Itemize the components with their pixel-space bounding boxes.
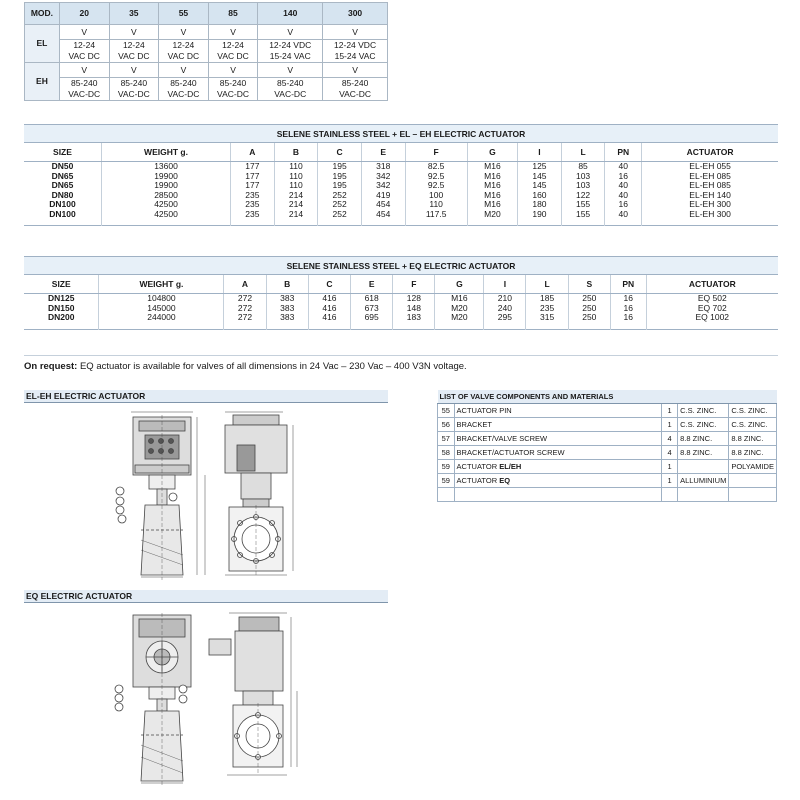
mod-v-cell: V bbox=[109, 25, 159, 40]
column-header: PN bbox=[610, 275, 646, 294]
component-cell: 56 bbox=[438, 418, 455, 432]
component-cell bbox=[729, 488, 777, 502]
table-cell: 383 bbox=[266, 313, 308, 329]
table-cell: 110 bbox=[405, 200, 467, 210]
column-header: WEIGHT g. bbox=[99, 275, 224, 294]
table-cell: 244000 bbox=[99, 313, 224, 329]
supply-line: VAC DC bbox=[68, 51, 100, 61]
note-label: On request: bbox=[24, 361, 78, 372]
table-cell: 195 bbox=[318, 172, 362, 182]
component-cell: 1 bbox=[662, 460, 678, 474]
table-cell: DN150 bbox=[48, 302, 75, 313]
table-cell: EL-EH 300 bbox=[642, 200, 778, 210]
table-cell: 100 bbox=[405, 191, 467, 201]
table-cell: 342 bbox=[361, 181, 405, 191]
mod-v-cell: V bbox=[323, 63, 388, 78]
table-cell: 210 bbox=[484, 294, 526, 304]
eq-technical-drawing bbox=[105, 605, 305, 790]
table-cell: 128 bbox=[393, 294, 435, 304]
component-cell: POLYAMIDE bbox=[729, 460, 777, 474]
mod-header-cell: 55 bbox=[159, 3, 209, 25]
table-cell: 145 bbox=[518, 181, 562, 191]
table-cell: 673 bbox=[351, 304, 393, 314]
table-cell: 416 bbox=[308, 304, 350, 314]
supply-line: VAC-DC bbox=[68, 89, 101, 99]
mod-supply-cell bbox=[109, 40, 159, 63]
component-cell: ALLUMINIUM bbox=[678, 474, 729, 488]
supply-line: VAC-DC bbox=[339, 89, 372, 99]
table-cell: 383 bbox=[266, 294, 308, 304]
table-cell: 145 bbox=[518, 172, 562, 182]
table-row bbox=[24, 172, 778, 182]
component-cell bbox=[678, 488, 729, 502]
supply-line: 12-24 bbox=[122, 40, 145, 50]
table-row bbox=[24, 181, 778, 191]
mod-supply-cell bbox=[59, 40, 109, 63]
mod-supply-cell bbox=[323, 78, 388, 101]
mod-v-cell: V bbox=[258, 63, 323, 78]
mod-supply-cell bbox=[258, 40, 323, 63]
column-header: A bbox=[224, 275, 266, 294]
component-cell bbox=[678, 460, 729, 474]
mod-row-eh-supply bbox=[25, 78, 388, 101]
table-cell: 42500 bbox=[101, 200, 230, 210]
table-cell: EL-EH 140 bbox=[642, 191, 778, 201]
component-cell: C.S. ZINC. bbox=[729, 404, 777, 418]
mod-v-cell: V bbox=[208, 63, 258, 78]
supply-line: VAC DC bbox=[118, 51, 150, 61]
mod-supply-cell bbox=[323, 40, 388, 63]
table-cell: 272 bbox=[224, 294, 266, 304]
component-row bbox=[438, 460, 777, 474]
component-cell: 59 bbox=[438, 460, 455, 474]
mod-header-cell: MOD. bbox=[25, 3, 60, 25]
component-cell: 8.8 ZINC. bbox=[678, 432, 729, 446]
mod-header-cell: 300 bbox=[323, 3, 388, 25]
table-cell: EL-EH 055 bbox=[642, 162, 778, 172]
mod-row-label: EL bbox=[25, 25, 60, 63]
column-header: L bbox=[526, 275, 568, 294]
table-cell: 40 bbox=[605, 210, 642, 226]
mod-v-cell: V bbox=[208, 25, 258, 40]
table-cell: 235 bbox=[526, 304, 568, 314]
supply-line: 12-24 VDC bbox=[269, 40, 312, 50]
component-cell bbox=[729, 474, 777, 488]
component-cell: 57 bbox=[438, 432, 455, 446]
table-cell: 19900 bbox=[101, 172, 230, 182]
el-eh-dimensions-table bbox=[24, 124, 778, 226]
table-cell: 110 bbox=[274, 172, 318, 182]
table-cell: 214 bbox=[274, 200, 318, 210]
column-header: B bbox=[266, 275, 308, 294]
component-row bbox=[438, 432, 777, 446]
table-cell: M16 bbox=[467, 200, 517, 210]
table-cell: 272 bbox=[224, 313, 266, 329]
table-row bbox=[24, 294, 778, 304]
column-header: PN bbox=[605, 143, 642, 162]
table-cell: 40 bbox=[605, 162, 642, 172]
table-cell: 250 bbox=[568, 313, 610, 329]
table-cell: 16 bbox=[610, 313, 646, 329]
component-cell: 1 bbox=[662, 474, 678, 488]
component-cell: 58 bbox=[438, 446, 455, 460]
table-cell: 16 bbox=[605, 200, 642, 210]
mod-v-cell: V bbox=[109, 63, 159, 78]
table-cell: EL-EH 085 bbox=[642, 181, 778, 191]
table-cell: DN200 bbox=[48, 312, 75, 322]
table-cell: 104800 bbox=[99, 294, 224, 304]
table-cell: 13600 bbox=[101, 162, 230, 172]
eq-section-title: EQ ELECTRIC ACTUATOR bbox=[24, 590, 388, 603]
table-cell: 416 bbox=[308, 294, 350, 304]
supply-line: VAC-DC bbox=[217, 89, 250, 99]
mod-v-cell: V bbox=[159, 25, 209, 40]
table-cell: DN100 bbox=[49, 208, 76, 219]
column-header: WEIGHT g. bbox=[101, 143, 230, 162]
components-table bbox=[437, 390, 777, 502]
supply-line: 85-240 bbox=[70, 78, 98, 88]
table-cell: 16 bbox=[610, 304, 646, 314]
mod-supply-cell bbox=[109, 78, 159, 101]
supply-line: VAC-DC bbox=[274, 89, 307, 99]
component-cell: ACTUATOR EL/EH bbox=[454, 460, 661, 474]
table-cell: EQ 502 bbox=[646, 294, 778, 304]
table-cell: 177 bbox=[231, 181, 275, 191]
table-cell: 92.5 bbox=[405, 172, 467, 182]
mod-supply-cell bbox=[208, 40, 258, 63]
table-cell: 185 bbox=[526, 294, 568, 304]
eq-table-title: SELENE STAINLESS STEEL + EQ ELECTRIC ACTUATOR bbox=[24, 257, 778, 275]
model-voltage-table bbox=[24, 2, 388, 101]
table-cell: M16 bbox=[435, 294, 484, 304]
column-header: G bbox=[435, 275, 484, 294]
table-cell: DN50 bbox=[51, 161, 74, 171]
table-cell: 695 bbox=[351, 313, 393, 329]
component-cell: 1 bbox=[662, 418, 678, 432]
column-header: F bbox=[393, 275, 435, 294]
table-cell: M20 bbox=[435, 313, 484, 329]
table-row bbox=[24, 313, 778, 329]
table-cell: 419 bbox=[361, 191, 405, 201]
component-cell: 4 bbox=[662, 432, 678, 446]
el-eh-table-title: SELENE STAINLESS STEEL + EL – EH ELECTRIC ACTUATOR bbox=[24, 125, 778, 143]
eq-dimensions-table bbox=[24, 256, 778, 330]
table-cell: 145000 bbox=[99, 304, 224, 314]
mod-supply-cell bbox=[159, 78, 209, 101]
table-cell: 155 bbox=[561, 200, 605, 210]
table-row bbox=[24, 210, 778, 226]
table-row bbox=[24, 200, 778, 210]
component-cell bbox=[662, 488, 678, 502]
column-header: I bbox=[484, 275, 526, 294]
supply-line: 85-240 bbox=[120, 78, 148, 88]
mod-v-cell: V bbox=[59, 63, 109, 78]
mod-v-cell: V bbox=[258, 25, 323, 40]
component-cell: C.S. ZINC. bbox=[729, 418, 777, 432]
table-cell: 250 bbox=[568, 304, 610, 314]
table-cell: 122 bbox=[561, 191, 605, 201]
table-cell: 618 bbox=[351, 294, 393, 304]
column-header: E bbox=[361, 143, 405, 162]
mod-v-cell: V bbox=[59, 25, 109, 40]
supply-line: 15-24 VAC bbox=[269, 51, 311, 61]
component-model: EL/EH bbox=[499, 462, 522, 471]
table-cell: 180 bbox=[518, 200, 562, 210]
table-cell: 250 bbox=[568, 294, 610, 304]
column-header: B bbox=[274, 143, 318, 162]
component-row bbox=[438, 488, 777, 502]
table-cell: DN65 bbox=[51, 180, 74, 190]
mod-row-el-supply bbox=[25, 40, 388, 63]
table-cell: EQ 1002 bbox=[646, 313, 778, 329]
table-cell: 416 bbox=[308, 313, 350, 329]
table-cell: DN100 bbox=[49, 199, 76, 209]
table-cell: 40 bbox=[605, 191, 642, 201]
table-cell: M16 bbox=[467, 191, 517, 201]
table-cell: 177 bbox=[231, 172, 275, 182]
table-cell: 19900 bbox=[101, 181, 230, 191]
mod-header-cell: 140 bbox=[258, 3, 323, 25]
supply-line: 85-240 bbox=[170, 78, 197, 88]
supply-line: 15-24 VAC bbox=[334, 51, 376, 61]
table-row bbox=[24, 304, 778, 314]
column-header: SIZE bbox=[24, 143, 101, 162]
supply-line: 12-24 bbox=[172, 40, 195, 50]
mod-row-eh-v bbox=[25, 63, 388, 78]
table-cell: 235 bbox=[231, 191, 275, 201]
component-row bbox=[438, 418, 777, 432]
supply-line: 12-24 bbox=[73, 40, 96, 50]
table-cell: 103 bbox=[561, 181, 605, 191]
table-cell: 342 bbox=[361, 172, 405, 182]
table-row bbox=[24, 191, 778, 201]
table-row bbox=[24, 162, 778, 172]
table-cell: 125 bbox=[518, 162, 562, 172]
table-cell: 252 bbox=[318, 210, 362, 226]
column-header: G bbox=[467, 143, 517, 162]
table-cell: 117.5 bbox=[405, 210, 467, 226]
mod-header-cell: 35 bbox=[109, 3, 159, 25]
component-cell: 55 bbox=[438, 404, 455, 418]
table-cell: 190 bbox=[518, 210, 562, 226]
table-cell: M16 bbox=[467, 181, 517, 191]
table-cell: 315 bbox=[526, 313, 568, 329]
table-cell: 214 bbox=[274, 191, 318, 201]
table-cell: M20 bbox=[435, 304, 484, 314]
component-cell: ACTUATOR PIN bbox=[454, 404, 661, 418]
component-row bbox=[438, 474, 777, 488]
table-cell: 318 bbox=[361, 162, 405, 172]
table-cell: EL-EH 085 bbox=[642, 172, 778, 182]
component-row bbox=[438, 446, 777, 460]
table-cell: DN65 bbox=[51, 170, 74, 181]
note-text: EQ actuator is available for valves of all dimensions in 24 Vac – 230 Vac – 400 V3N voltage. bbox=[77, 361, 467, 372]
table-cell: 28500 bbox=[101, 191, 230, 201]
table-cell: 183 bbox=[393, 313, 435, 329]
table-cell: 160 bbox=[518, 191, 562, 201]
table-cell: 272 bbox=[224, 304, 266, 314]
table-cell: 103 bbox=[561, 172, 605, 182]
components-title: LIST OF VALVE COMPONENTS AND MATERIALS bbox=[438, 390, 777, 404]
table-cell: 454 bbox=[361, 200, 405, 210]
table-cell: DN125 bbox=[48, 293, 75, 303]
table-cell: EL-EH 300 bbox=[642, 210, 778, 226]
component-cell: 1 bbox=[662, 404, 678, 418]
table-cell: 42500 bbox=[101, 210, 230, 226]
on-request-note bbox=[24, 355, 778, 378]
table-cell: EQ 702 bbox=[646, 304, 778, 314]
mod-supply-cell bbox=[208, 78, 258, 101]
supply-line: VAC-DC bbox=[167, 89, 200, 99]
column-header: E bbox=[351, 275, 393, 294]
supply-line: VAC DC bbox=[217, 51, 249, 61]
column-header: C bbox=[318, 143, 362, 162]
table-cell: 16 bbox=[610, 294, 646, 304]
table-cell: 177 bbox=[231, 162, 275, 172]
column-header: C bbox=[308, 275, 350, 294]
supply-line: 85-240 bbox=[341, 78, 369, 88]
component-cell: C.S. ZINC. bbox=[678, 418, 729, 432]
supply-line: 12-24 bbox=[222, 40, 244, 50]
mod-supply-cell bbox=[59, 78, 109, 101]
column-header: ACTUATOR bbox=[642, 143, 778, 162]
column-header: ACTUATOR bbox=[646, 275, 778, 294]
table-cell: 110 bbox=[274, 162, 318, 172]
table-cell: 235 bbox=[231, 210, 275, 226]
component-cell: BRACKET bbox=[454, 418, 661, 432]
component-cell: 59 bbox=[438, 474, 455, 488]
table-cell: M16 bbox=[467, 172, 517, 182]
table-cell: 235 bbox=[231, 200, 275, 210]
table-cell: 295 bbox=[484, 313, 526, 329]
column-header: SIZE bbox=[24, 275, 99, 294]
component-cell: 8.8 ZINC. bbox=[678, 446, 729, 460]
mod-supply-cell bbox=[258, 78, 323, 101]
component-cell: BRACKET/VALVE SCREW bbox=[454, 432, 661, 446]
component-cell bbox=[438, 488, 455, 502]
table-cell: 82.5 bbox=[405, 162, 467, 172]
mod-v-cell: V bbox=[159, 63, 209, 78]
component-row bbox=[438, 404, 777, 418]
table-cell: 252 bbox=[318, 200, 362, 210]
table-cell: 214 bbox=[274, 210, 318, 226]
table-cell: 110 bbox=[274, 181, 318, 191]
supply-line: 85-240 bbox=[277, 78, 304, 88]
mod-supply-cell bbox=[159, 40, 209, 63]
table-cell: 16 bbox=[605, 172, 642, 182]
table-cell: M16 bbox=[467, 162, 517, 172]
mod-header-cell: 20 bbox=[59, 3, 109, 25]
supply-line: 12-24 VDC bbox=[334, 40, 377, 50]
column-header: F bbox=[405, 143, 467, 162]
table-cell: 383 bbox=[266, 304, 308, 314]
mod-row-el-v bbox=[25, 25, 388, 40]
table-cell: 195 bbox=[318, 181, 362, 191]
supply-line: 85-240 bbox=[219, 78, 247, 88]
component-cell: C.S. ZINC. bbox=[678, 404, 729, 418]
component-cell: 4 bbox=[662, 446, 678, 460]
component-cell: 8.8 ZINC. bbox=[729, 446, 777, 460]
mod-v-cell: V bbox=[323, 25, 388, 40]
table-cell: 454 bbox=[361, 210, 405, 226]
supply-line: VAC DC bbox=[167, 51, 200, 61]
table-cell: 92.5 bbox=[405, 181, 467, 191]
table-cell: 155 bbox=[561, 210, 605, 226]
table-cell: DN80 bbox=[51, 189, 74, 200]
table-cell: 240 bbox=[484, 304, 526, 314]
mod-header-cell: 85 bbox=[208, 3, 258, 25]
component-cell: ACTUATOR EQ bbox=[454, 474, 661, 488]
column-header: L bbox=[561, 143, 605, 162]
supply-line: VAC-DC bbox=[117, 89, 150, 99]
table-cell: 40 bbox=[605, 181, 642, 191]
table-cell: 85 bbox=[561, 162, 605, 172]
table-cell: M20 bbox=[467, 210, 517, 226]
column-header: I bbox=[518, 143, 562, 162]
component-cell bbox=[454, 488, 661, 502]
component-cell: BRACKET/ACTUATOR SCREW bbox=[454, 446, 661, 460]
table-cell: 195 bbox=[318, 162, 362, 172]
el-eh-section-title: EL-EH ELECTRIC ACTUATOR bbox=[24, 390, 388, 403]
column-header: A bbox=[231, 143, 275, 162]
el-eh-technical-drawing bbox=[105, 405, 305, 585]
table-cell: 252 bbox=[318, 191, 362, 201]
mod-row-label: EH bbox=[25, 63, 60, 101]
component-model: EQ bbox=[499, 476, 511, 485]
table-cell: 148 bbox=[393, 304, 435, 314]
column-header: S bbox=[568, 275, 610, 294]
component-cell: 8.8 ZINC. bbox=[729, 432, 777, 446]
